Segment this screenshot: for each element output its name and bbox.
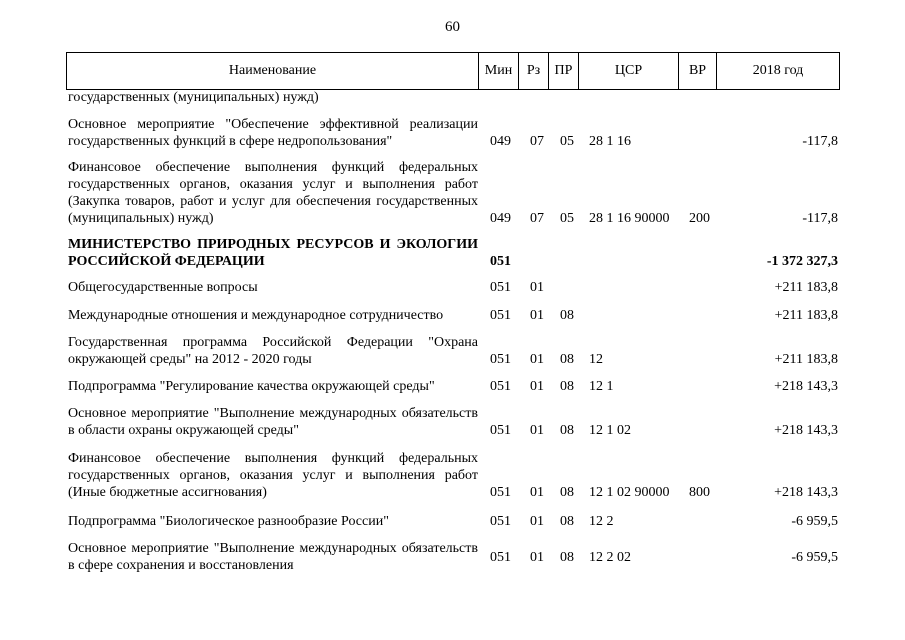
row-name: Государственная программа Российской Федерации "Охрана окружающей среды" на 2012 - 2020 годы [68, 335, 478, 367]
row-amount: +211 183,8 [774, 308, 838, 323]
row-amount: +218 143,3 [774, 485, 838, 500]
row-rz: 01 [530, 280, 544, 295]
row-amount: -6 959,5 [791, 550, 838, 565]
table-row [0, 334, 905, 368]
row-min: 051 [490, 514, 511, 529]
row-name: Международные отношения и международное сотрудничество [68, 308, 444, 323]
table-row [0, 116, 905, 150]
header-rz: Рз [519, 53, 549, 89]
row-csr: 12 2 [589, 514, 614, 529]
row-min: 051 [490, 485, 511, 500]
row-rz: 01 [530, 423, 544, 438]
row-csr: 28 1 16 90000 [589, 211, 670, 226]
row-rz: 01 [530, 308, 544, 323]
row-pr: 05 [560, 211, 574, 226]
row-amount: +218 143,3 [774, 423, 838, 438]
row-rz: 07 [530, 134, 544, 149]
header-year: 2018 год [752, 63, 804, 78]
row-csr: 12 1 02 [589, 423, 631, 438]
row-name: Финансовое обеспечение выполнения функций федеральных государственных органов, оказания услуг и выполнения работ (Иные бюджетные ассигнования) [68, 451, 478, 500]
row-min: 051 [490, 352, 511, 367]
row-pr: 08 [560, 379, 574, 394]
row-amount: +211 183,8 [774, 280, 838, 295]
row-name: МИНИСТЕРСТВО ПРИРОДНЫХ РЕСУРСОВ И ЭКОЛОГИИ РОССИЙСКОЙ ФЕДЕРАЦИИ [68, 237, 478, 269]
row-amount: +211 183,8 [774, 352, 838, 367]
table-row [0, 159, 905, 227]
row-name: Основное мероприятие "Обеспечение эффективной реализации государственных функций в сфере недропользования" [68, 117, 478, 149]
row-rz: 01 [530, 550, 544, 565]
row-csr: 28 1 16 [589, 134, 631, 149]
row-vr: 200 [689, 211, 710, 226]
table-row [0, 378, 905, 395]
row-min: 051 [490, 280, 511, 295]
row-amount: -117,8 [802, 211, 838, 226]
header-min: Мин [479, 53, 519, 89]
row-min: 051 [490, 379, 511, 394]
row-name: государственных (муниципальных) нужд) [68, 90, 319, 105]
row-vr: 800 [689, 485, 710, 500]
row-min: 049 [490, 134, 511, 149]
row-csr: 12 1 02 90000 [589, 485, 670, 500]
row-name: Основное мероприятие "Выполнение международных обязательств в сфере сохранения и восстановления [68, 541, 478, 573]
table-row [0, 405, 905, 439]
row-pr: 08 [560, 423, 574, 438]
table-row [0, 540, 905, 574]
header-pr: ПР [549, 53, 579, 89]
row-rz: 01 [530, 485, 544, 500]
row-amount: -6 959,5 [791, 514, 838, 529]
row-min: 051 [490, 550, 511, 565]
header-csr: ЦСР [579, 53, 679, 89]
row-pr: 08 [560, 485, 574, 500]
row-pr: 05 [560, 134, 574, 149]
row-amount: -1 372 327,3 [766, 254, 838, 269]
row-rz: 01 [530, 379, 544, 394]
page-number: 60 [445, 19, 460, 35]
row-min: 049 [490, 211, 511, 226]
row-pr: 08 [560, 308, 574, 323]
table-row [0, 307, 905, 324]
header-vr: ВР [679, 53, 717, 89]
row-min: 051 [490, 423, 511, 438]
row-pr: 08 [560, 352, 574, 367]
row-min: 051 [490, 308, 511, 323]
row-name: Основное мероприятие "Выполнение международных обязательств в области охраны окружающей среды" [68, 406, 478, 438]
row-csr: 12 [589, 352, 603, 367]
row-name: Финансовое обеспечение выполнения функций федеральных государственных органов, оказания услуг и выполнения работ (Закупка товаров, работ и услуг для обеспечения государственных (муниципальных) нужд) [68, 160, 478, 226]
row-pr: 08 [560, 514, 574, 529]
table-row [0, 513, 905, 530]
row-rz: 01 [530, 514, 544, 529]
table-row [0, 236, 905, 270]
table-header [66, 52, 840, 90]
row-name: Подпрограмма "Биологическое разнообразие России" [68, 514, 389, 529]
row-pr: 08 [560, 550, 574, 565]
table-row [0, 279, 905, 296]
row-rz: 01 [530, 352, 544, 367]
row-csr: 12 1 [589, 379, 614, 394]
row-rz: 07 [530, 211, 544, 226]
row-name: Подпрограмма "Регулирование качества окружающей среды" [68, 379, 435, 394]
row-name: Общегосударственные вопросы [68, 280, 258, 295]
row-amount: +218 143,3 [774, 379, 838, 394]
row-amount: -117,8 [802, 134, 838, 149]
header-name: Наименование [67, 53, 479, 89]
table-row [0, 450, 905, 501]
table-row [0, 89, 905, 106]
row-min: 051 [490, 254, 511, 269]
row-csr: 12 2 02 [589, 550, 631, 565]
